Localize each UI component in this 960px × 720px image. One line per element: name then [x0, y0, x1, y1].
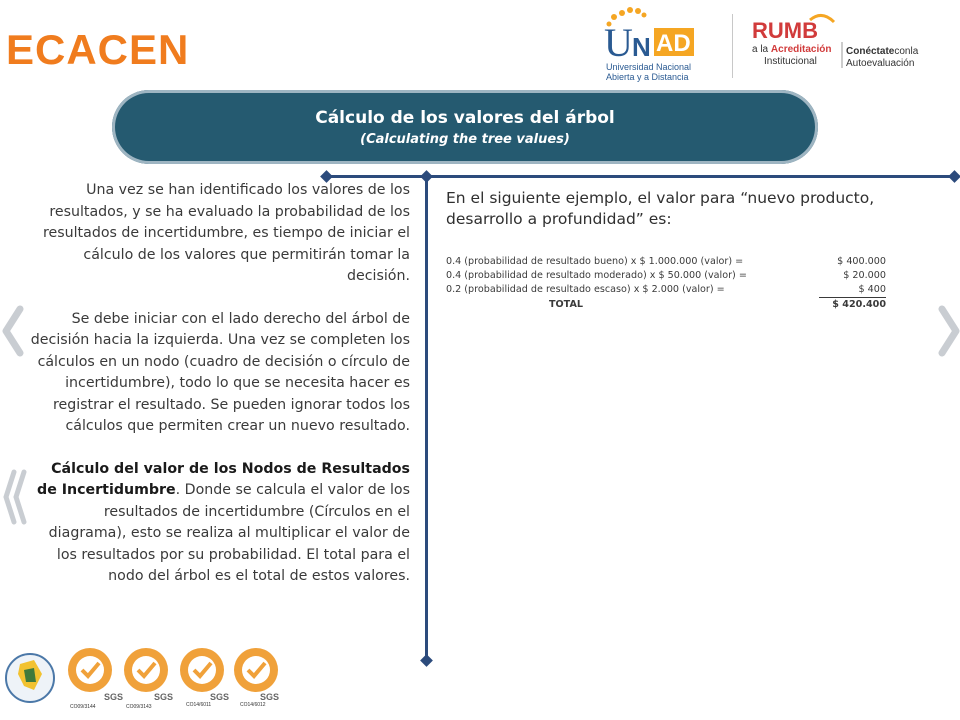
- divider-dot: [420, 654, 433, 667]
- svg-text:CO09/3144: CO09/3144: [70, 704, 96, 710]
- calc-row: 0.4 (probabilidad de resultado moderado) x $ 50.000 (valor) = $ 20.000: [446, 270, 886, 281]
- next-slide-arrow-icon[interactable]: [938, 305, 960, 357]
- slide-title-banner: [112, 90, 818, 164]
- divider-dot: [420, 170, 433, 183]
- calc-row: 0.4 (probabilidad de resultado bueno) x $ 1.000.000 (valor) = $ 400.000: [446, 256, 886, 267]
- example-intro: En el siguiente ejemplo, el valor para “nuevo producto, desarrollo a profundidad” es:: [446, 189, 875, 228]
- svg-text:RUMB: RUMB: [752, 18, 818, 43]
- icontec-cert-icon: [124, 648, 173, 710]
- left-text-column: [30, 180, 410, 609]
- paragraph: Cálculo del valor de los Nodos de Resultados de Incertidumbre. Donde se calcula el valor de los resultados de incertidumbre (Círculos en el diagrama), esto se realiza al multiplicar el valor de los resultados por su probabilidad. El total para el nodo del árbol es el total de estos valores.: [37, 460, 410, 584]
- divider-dot: [948, 170, 960, 183]
- svg-text:a la Acreditación: a la Acreditación: [752, 44, 832, 55]
- first-slide-arrow-icon[interactable]: [2, 468, 28, 526]
- svg-text:AD: AD: [656, 30, 691, 57]
- svg-text:Institucional: Institucional: [764, 56, 817, 67]
- calculation-table: [446, 255, 886, 312]
- svg-text:CO14/6012: CO14/6012: [240, 702, 266, 708]
- slide-title: Cálculo de los valores del árbol: [315, 108, 615, 128]
- calc-row: 0.2 (probabilidad de resultado escaso) x $ 2.000 (valor) = $ 400: [446, 283, 886, 298]
- logo-divider: [732, 14, 733, 78]
- bold-heading: Cálculo del valor de los Nodos de Resultados de Incertidumbre: [37, 460, 410, 498]
- icontec-cert-icon: [68, 648, 123, 710]
- svg-text:CO14/6011: CO14/6011: [186, 702, 212, 708]
- colombia-seal-icon: [6, 654, 54, 702]
- slide-subtitle: (Calculating the tree values): [360, 132, 570, 147]
- paragraph: Se debe iniciar con el lado derecho del árbol de decisión hacia la izquierda. Una vez se completen los cálculos en un nodo (cuadro de decisión o círculo de incertidumbre), todo lo que se necesita hacer es registrar el resultado. Se pueden ignorar todos los cálculos que permiten crear un nuevo resultado.: [30, 310, 410, 434]
- brand-title: ECACEN: [6, 26, 190, 73]
- svg-text:CO09/3143: CO09/3143: [126, 704, 152, 710]
- svg-text:SGS: SGS: [154, 692, 174, 702]
- svg-text:Universidad Nacional: Universidad Nacional: [606, 62, 692, 72]
- svg-text:Abierta y a Distancia: Abierta y a Distancia: [606, 72, 689, 82]
- rumbo-logo: [750, 8, 940, 82]
- svg-text:N: N: [632, 32, 651, 62]
- svg-text:Autoevaluación: Autoevaluación: [846, 58, 915, 69]
- vertical-divider: [425, 176, 428, 662]
- svg-text:SGS: SGS: [260, 692, 280, 702]
- icontec-cert-icon: [180, 648, 229, 708]
- paragraph: Una vez se han identificado los valores de los resultados, y se ha evaluado la probabilidad de los resultados de incertidumbre, es tiempo de iniciar el cálculo de los valores que permitirán tomar la decisión.: [42, 182, 410, 284]
- svg-text:U: U: [604, 20, 633, 65]
- certification-badges: [4, 640, 286, 718]
- svg-text:Conéctateconla: Conéctateconla: [846, 46, 919, 57]
- svg-text:SGS: SGS: [210, 692, 230, 702]
- icontec-cert-icon: [234, 648, 279, 708]
- calc-total-row: TOTAL $ 420.400: [548, 299, 886, 310]
- svg-text:SGS: SGS: [104, 692, 124, 702]
- unad-logo: [600, 6, 720, 82]
- prev-slide-arrow-icon[interactable]: [2, 305, 24, 357]
